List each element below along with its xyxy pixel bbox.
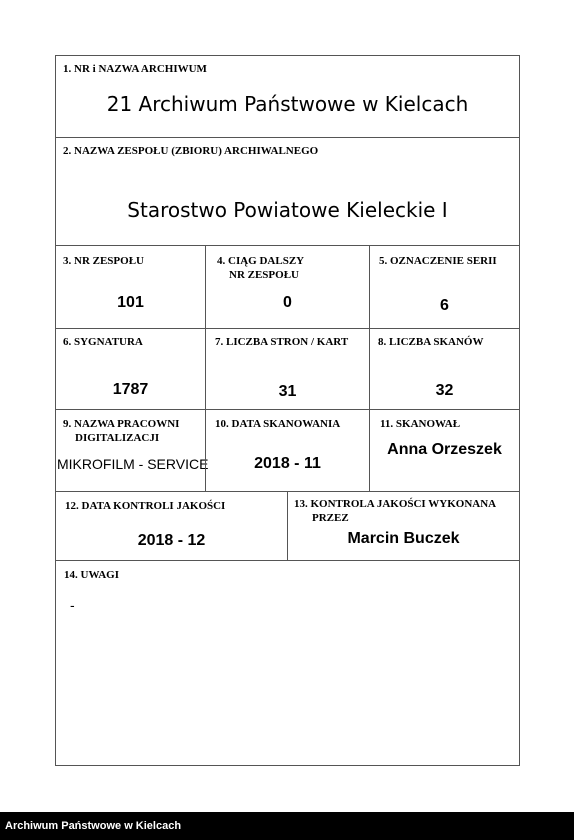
fonds-number-label: 3. NR ZESPOŁU (63, 255, 144, 267)
studio-value: MIKROFILM - SERVICE (57, 456, 209, 472)
continuation-label-line2: NR ZESPOŁU (229, 269, 299, 281)
continuation-value: 0 (283, 294, 292, 311)
remarks-label: 14. UWAGI (64, 569, 120, 581)
qc-date-cell (55, 491, 288, 561)
continuation-cell (205, 245, 370, 329)
signature-value: 1787 (112, 381, 149, 398)
fonds-number-cell (55, 245, 206, 329)
archive-value: 21 Archiwum Państwowe w Kielcach (106, 92, 469, 116)
qc-by-cell (287, 491, 520, 561)
scanned-by-cell (369, 409, 520, 492)
scans-value: 32 (435, 382, 454, 399)
archive-cell (55, 55, 520, 138)
continuation-label-line1: 4. CIĄG DALSZY (217, 255, 305, 267)
pages-cell (205, 328, 370, 410)
qc-date-label: 12. DATA KONTROLI JAKOŚCI (65, 500, 226, 512)
signature-label: 6. SYGNATURA (63, 336, 143, 348)
series-value: 6 (440, 297, 449, 314)
qc-date-value: 2018 - 12 (137, 532, 206, 549)
remarks-value: - (70, 597, 75, 613)
signature-cell (55, 328, 206, 410)
series-label: 5. OZNACZENIE SERII (379, 255, 497, 267)
scan-date-cell (205, 409, 370, 492)
studio-cell (55, 409, 209, 492)
footer-bar (0, 812, 574, 840)
qc-by-label-line2: PRZEZ (312, 512, 349, 524)
scans-cell (369, 328, 520, 410)
footer-text: Archiwum Państwowe w Kielcach (5, 820, 182, 832)
remarks-cell (55, 560, 520, 766)
fonds-name-label: 2. NAZWA ZESPOŁU (ZBIORU) ARCHIWALNEGO (63, 145, 319, 157)
series-cell (369, 245, 520, 329)
scanned-by-label: 11. SKANOWAŁ (380, 418, 461, 430)
qc-by-label-line1: 13. KONTROLA JAKOŚCI WYKONANA (294, 498, 497, 510)
qc-by-value: Marcin Buczek (347, 530, 460, 547)
fonds-number-value: 101 (117, 294, 144, 311)
pages-label: 7. LICZBA STRON / KART (215, 336, 349, 348)
scans-label: 8. LICZBA SKANÓW (378, 336, 484, 348)
fonds-name-cell (55, 137, 520, 246)
archive-label: 1. NR i NAZWA ARCHIWUM (63, 63, 207, 75)
scan-date-value: 2018 - 11 (254, 455, 321, 472)
pages-value: 31 (278, 383, 297, 400)
fonds-name-value: Starostwo Powiatowe Kieleckie I (127, 198, 448, 222)
studio-label-line2: DIGITALIZACJI (75, 432, 160, 444)
scanned-by-value: Anna Orzeszek (387, 441, 502, 458)
scan-date-label: 10. DATA SKANOWANIA (215, 418, 341, 430)
studio-label-line1: 9. NAZWA PRACOWNI (63, 418, 180, 430)
